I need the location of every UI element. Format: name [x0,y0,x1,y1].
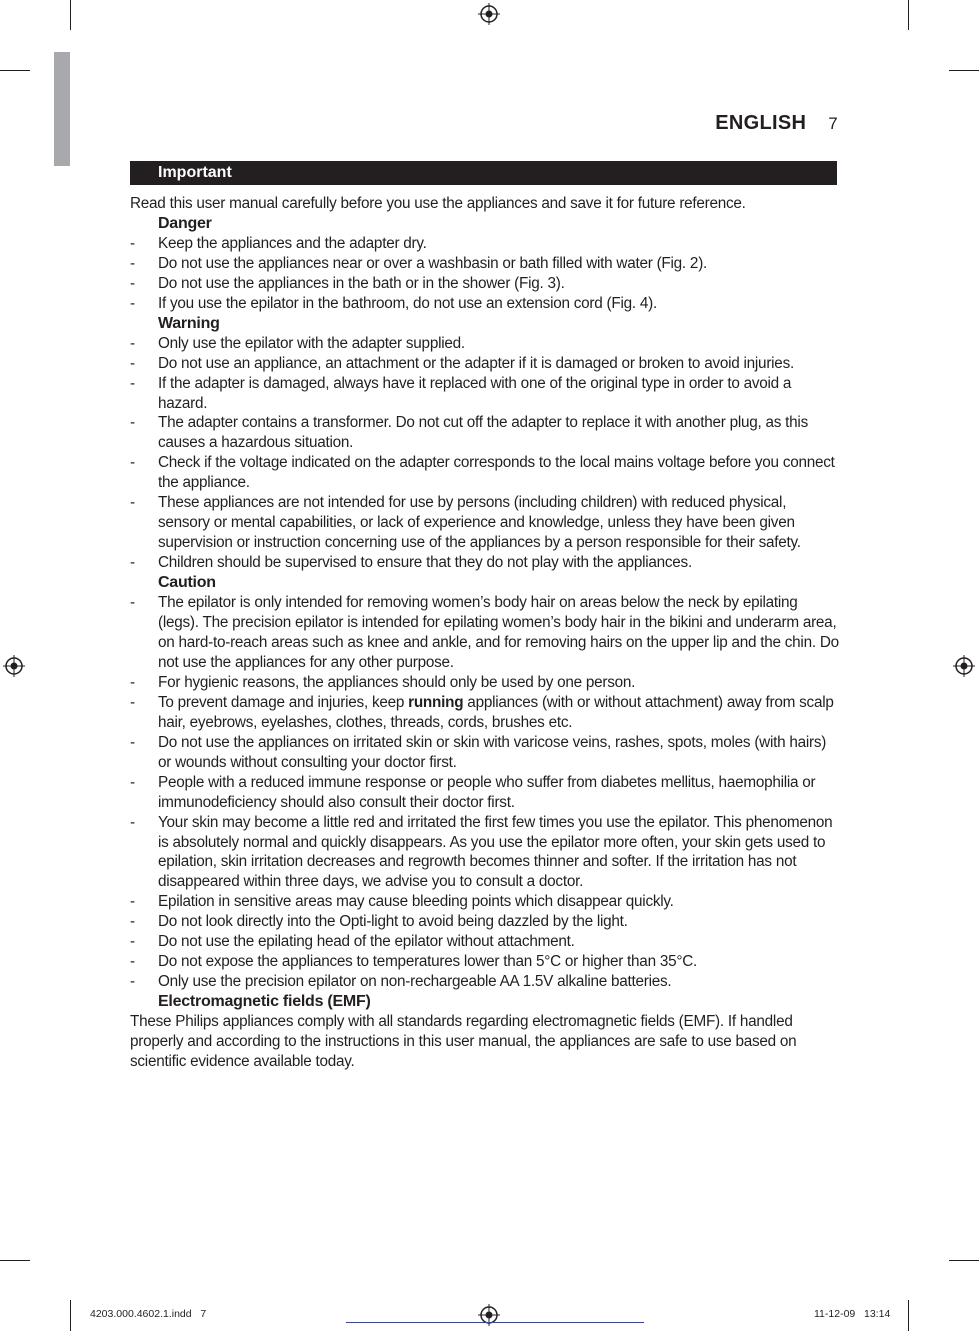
list-item: - Do not use an appliance, an attachment or the adapter if it is damaged or broken to avoid injuries. [130,354,794,372]
emf-text: These Philips appliances comply with all standards regarding electromagnetic fields (EMF). If handled properly and according to the instructions in this user manual, the appliances are safe to use based on scientific evidence available today. [130,1013,797,1070]
list-item: - Epilation in sensitive areas may cause bleeding points which disappear quickly. [130,893,674,911]
danger-heading: Danger [158,214,212,232]
page-header [715,112,838,135]
list-item: - Only use the precision epilator on non-rechargeable AA 1.5V alkaline batteries. [130,973,672,991]
registration-mark-icon [953,655,975,677]
crop-mark [908,0,909,30]
list-item: - Your skin may become a little red and irritated the first few times you use the epilator. This phenomenon is absolutely normal and quickly disappears. As you use the epilator more often, your skin gets used to epilation, skin irritation decreases and regrowth becomes thinner and softer. If the irritation has not disappeared within three days, we advise you to consult a doctor. [130,813,833,891]
emf-heading: Electromagnetic fields (EMF) [158,993,371,1011]
list-item: - If the adapter is damaged, always have it replaced with one of the original type in order to avoid a hazard. [130,374,792,412]
footer-line [346,1322,644,1323]
list-item: - Only use the epilator with the adapter supplied. [130,334,465,352]
important-section-bar [130,161,837,185]
crop-mark [70,0,71,30]
emphasis-running: running [408,693,464,711]
language-heading: ENGLISH [715,112,807,134]
list-item: - Keep the appliances and the adapter dry. [130,234,427,252]
registration-mark-icon [3,655,25,677]
crop-mark [908,1300,909,1331]
list-item: - If you use the epilator in the bathroom, do not use an extension cord (Fig. 4). [130,294,657,312]
crop-mark [949,1260,979,1261]
crop-mark [0,70,30,71]
list-item: - Check if the voltage indicated on the adapter corresponds to the local mains voltage before you connect the appliance. [130,454,835,492]
list-item: - Do not use the appliances near or over a washbasin or bath filled with water (Fig. 2). [130,254,708,272]
list-item: - For hygienic reasons, the appliances should only be used by one person. [130,673,636,691]
list-item: - These appliances are not intended for use by persons (including children) with reduced physical, sensory or mental capabilities, or lack of experience and knowledge, unless they have been given supervision or instruction concerning use of the appliances by a person responsible for their safety. [130,494,801,552]
warning-heading: Warning [158,314,220,332]
list-item: - Do not expose the appliances to temperatures lower than 5°C or higher than 35°C. [130,953,698,971]
crop-mark [70,1300,71,1331]
manual-content [130,194,840,1072]
caution-heading: Caution [158,574,216,592]
footer-file-info: 4203.000.4602.1.indd 7 [90,1308,207,1320]
list-item: - Do not use the appliances in the bath or in the shower (Fig. 3). [130,274,565,292]
list-item: - The epilator is only intended for removing women’s body hair on areas below the neck by epilating (legs). The precision epilator is intended for epilating women’s body hair in the bikini and underarm area, on hard-to-reach areas such as knee and ankle, and for removing hairs on the upper lip and the chin. Do not use the appliances for any other purpose. [130,594,839,671]
registration-mark-icon [478,3,500,25]
list-item: - Do not look directly into the Opti-light to avoid being dazzled by the light. [130,913,628,931]
language-tab-marker [54,52,70,166]
crop-mark [0,1260,30,1261]
list-item: - Do not use the epilating head of the epilator without attachment. [130,933,575,951]
important-heading: Important [158,164,232,181]
crop-mark [949,70,979,71]
list-item: - People with a reduced immune response or people who suffer from diabetes mellitus, haemophilia or immunodeficiency should also consult their doctor first. [130,773,816,811]
footer-timestamp: 11-12-09 13:14 [814,1308,891,1320]
list-item: - The adapter contains a transformer. Do not cut off the adapter to replace it with another plug, as this causes a hazardous situation. [130,414,808,452]
list-item: - Do not use the appliances on irritated skin or skin with varicose veins, rashes, spots, moles (with hairs) or wounds without consulting your doctor first. [130,733,827,771]
page-number: 7 [828,114,838,133]
list-item: - To prevent damage and injuries, keep running appliances (with or without attachment) away from scalp hair, eyebrows, eyelashes, clothes, threads, cords, brushes etc. [130,693,834,731]
intro-text: Read this user manual carefully before you use the appliances and save it for future reference. [130,195,746,212]
list-item: - Children should be supervised to ensure that they do not play with the appliances. [130,554,692,572]
